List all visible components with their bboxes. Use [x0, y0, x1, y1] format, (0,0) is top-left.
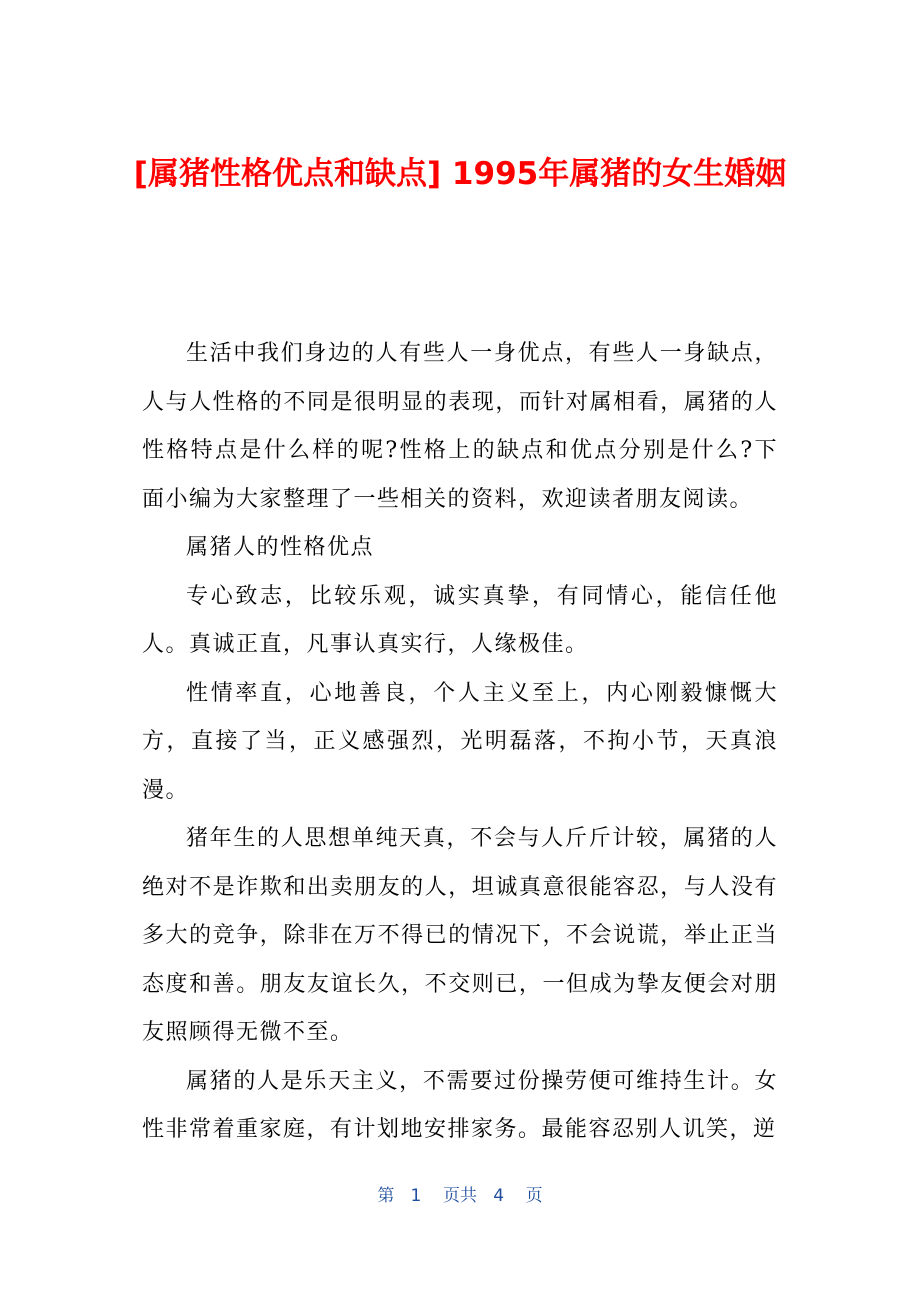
paragraph-strengths-4: 属猪的人是乐天主义，不需要过份操劳便可维持生计。女性非常着重家庭，有计划地安排家务。最能容忍别人讥笑，逆 — [142, 1068, 778, 1142]
footer-total-pages: 4 — [493, 1186, 505, 1206]
paragraph-intro: 生活中我们身边的人有些人一身优点，有些人一身缺点，人与人性格的不同是很明显的表现，而针对属相看，属猪的人性格特点是什么样的呢?性格上的缺点和优点分别是什么?下面小编为大家整理了一些相关的资料，欢迎读者朋友阅读。 — [142, 341, 778, 512]
footer-suffix: 页 — [525, 1186, 543, 1206]
footer-middle: 页共 — [443, 1186, 477, 1206]
footer-page-number: 1 — [410, 1186, 422, 1206]
document-body — [142, 330, 778, 1155]
section-heading-strengths: 属猪人的性格优点 — [186, 535, 375, 560]
document-title: [属猪性格优点和缺点] 1995年属猪的女生婚姻 — [133, 156, 787, 192]
paragraph-strengths-2: 性情率直，心地善良，个人主义至上，内心刚毅慷慨大方，直接了当，正义感强烈，光明磊落，不拘小节，天真浪漫。 — [142, 680, 778, 803]
page-footer — [0, 1184, 920, 1208]
paragraph-strengths-1: 专心致志，比较乐观，诚实真挚，有同情心，能信任他人。真诚正直，凡事认真实行，人缘极佳。 — [142, 583, 778, 657]
paragraph-strengths-3: 猪年生的人思想单纯天真，不会与人斤斤计较，属猪的人绝对不是诈欺和出卖朋友的人，坦诚真意很能容忍，与人没有多大的竞争，除非在万不得已的情况下，不会说谎，举止正当态度和善。朋友友谊长久，不交则已，一但成为挚友便会对朋友照顾得无微不至。 — [142, 826, 778, 1045]
footer-prefix: 第 — [377, 1186, 395, 1206]
